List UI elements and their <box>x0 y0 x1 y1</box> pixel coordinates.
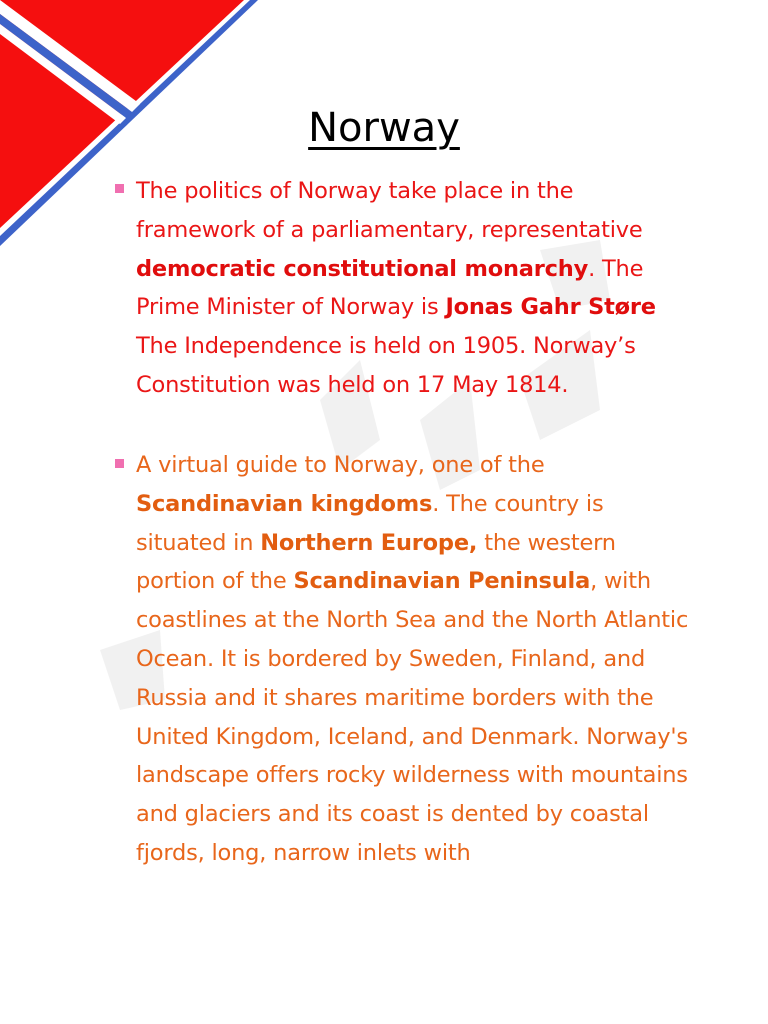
highlight-region: Northern Europe, <box>260 529 478 556</box>
highlight-prime-minister: Jonas Gahr Støre <box>445 294 656 321</box>
highlight-peninsula: Scandinavian Peninsula <box>293 568 591 595</box>
paragraph-geography <box>136 446 696 873</box>
paragraph-politics <box>136 172 696 405</box>
page-title: Norway <box>308 105 460 151</box>
paragraph-text: The Independence is held on 1905. Norway’s Constitution was held on 17 May 1814. <box>136 333 636 398</box>
highlight-government-type: democratic constitutional monarchy <box>136 255 589 282</box>
paragraph-text: A virtual guide to Norway, one of the <box>136 452 545 478</box>
paragraph-text: The politics of Norway take place in the framework of a parliamentary, representative <box>136 178 643 243</box>
paragraph-text: , with coastlines at the North Sea and the North Atlantic Ocean. It is bordered by Sweden, Finland, and Russia and it shares maritime borders with the United Kingdom, Iceland, and Denmark. Norway's landscape offers rocky wilderness with mountains and glaciers and its coast is dented by coastal fjords, long, narrow inlets with <box>136 568 689 866</box>
paragraph-text: the western portion of the <box>136 529 616 595</box>
highlight-kingdoms: Scandinavian kingdoms <box>136 490 433 517</box>
bullet-icon <box>115 184 124 193</box>
paragraph-text: . The country is situated in <box>136 490 604 556</box>
bullet-icon <box>115 459 124 468</box>
paragraph-text: . The Prime Minister of Norway is <box>136 255 644 321</box>
